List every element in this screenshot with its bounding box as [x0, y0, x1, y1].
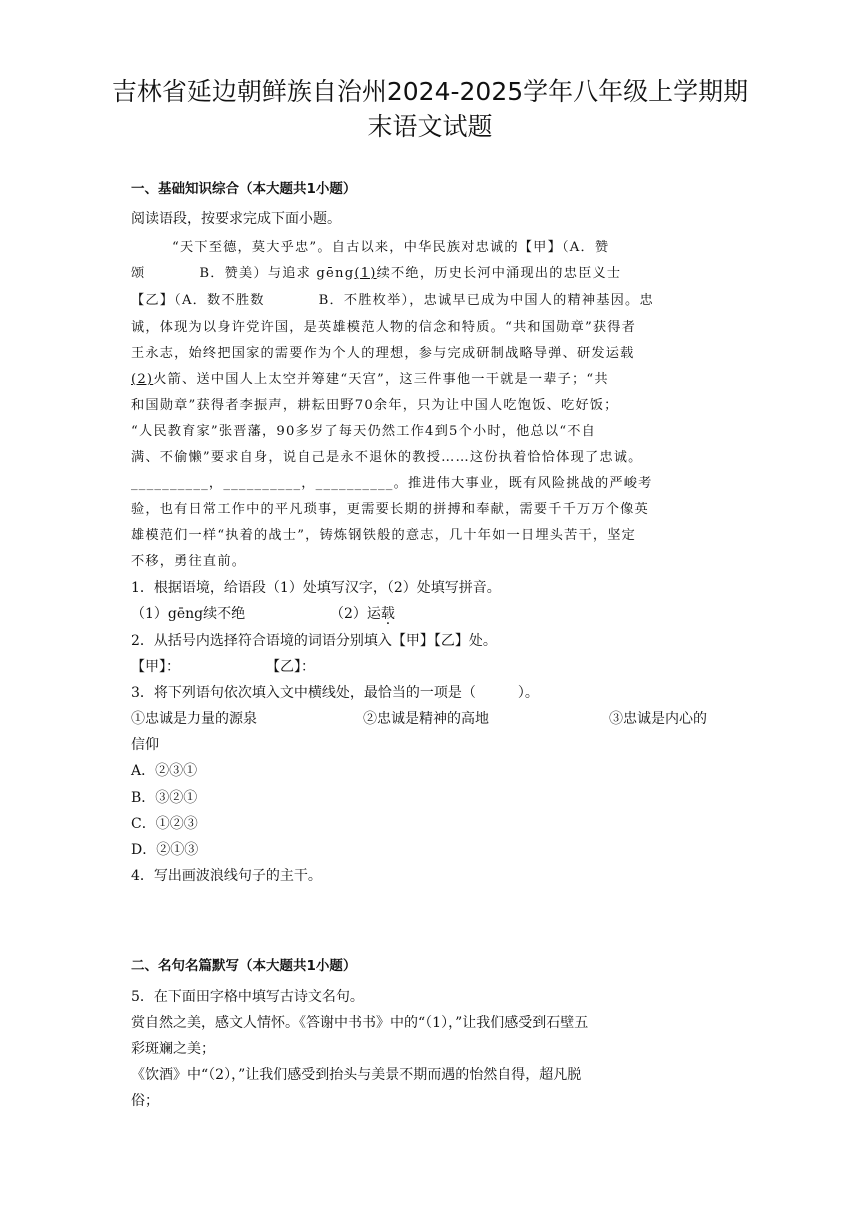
question-3-option-2: ②忠诚是精神的高地 — [363, 711, 489, 727]
question-5-line: 彩斑斓之美； — [131, 1041, 215, 1057]
question-5-line: 赏自然之美，感文人情怀。《答谢中书书》中的“（1），”让我们感受到石壁五 — [131, 1015, 589, 1031]
passage-line: “天下至德，莫大乎忠”。自古以来，中华民族对忠诚的【甲】（A．赞 — [172, 240, 610, 255]
passage-line: 满、不偷懒”要求自身，说自己是永不退休的教授……这份执着恰恰体现了忠诚。 — [131, 450, 643, 465]
passage-line: 雄模范们一样“执着的战士”，铸炼钢铁般的意志，几十年如一日埋头苦干，坚定 — [131, 528, 637, 543]
question-1-part-2: （2）运载 — [330, 606, 395, 622]
answer-yi-label: 【乙】： — [266, 659, 315, 675]
passage-line: 和国勋章”获得者李振声，耕耘田野70余年，只为让中国人吃饱饭、吃好饭； — [131, 398, 619, 413]
document-title — [100, 74, 760, 144]
passage-line: “人民教育家”张晋藩，90多岁了每天仍然工作4到5个小时，他总以“不自 — [131, 424, 597, 439]
question-4: 4．写出画波浪线句子的主干。 — [131, 868, 322, 884]
section-2-heading: 二、名句名篇默写（本大题共1小题） — [131, 958, 357, 974]
reading-intro: 阅读语段，按要求完成下面小题。 — [131, 211, 341, 227]
question-3: 3．将下列语句依次填入文中横线处，最恰当的一项是（ ）。 — [131, 685, 539, 701]
question-5-line: 俗； — [131, 1093, 159, 1109]
passage-line: __________，__________，__________。推进伟大事业，既有风险挑战的严峻考 — [131, 476, 653, 491]
question-2: 2．从括号内选择符合语境的词语分别填入【甲】【乙】处。 — [131, 633, 497, 649]
passage-line: 【乙】（A．数不胜数 B．不胜枚举），忠诚早已成为中国人的精神基因。忠 — [131, 293, 654, 308]
passage-line: (2)火箭、送中国人上太空并筹建“天宫”，这三件事他一干就是一辈子；“共 — [131, 372, 609, 387]
title-line-2: 末语文试题 — [367, 112, 493, 141]
choice-b[interactable]: B．③②① — [131, 790, 198, 806]
choice-d[interactable]: D．②①③ — [131, 842, 199, 858]
choice-a[interactable]: A．②③① — [131, 763, 198, 779]
section-1-heading: 一、基础知识综合（本大题共1小题） — [131, 181, 357, 197]
passage-line: 颂 B．赞美）与追求 gēng(1)续不绝，历史长河中涌现出的忠臣义士 — [131, 266, 622, 281]
choice-c[interactable]: C．①②③ — [131, 816, 198, 832]
question-3-option-1: ①忠诚是力量的源泉 — [131, 711, 257, 727]
title-line-1: 吉林省延边朝鲜族自治州2024-2025学年八年级上学期期 — [111, 77, 749, 106]
question-3-option-3-continued: 信仰 — [131, 737, 159, 753]
answer-jia-label: 【甲】： — [131, 659, 180, 675]
question-3-option-3: ③忠诚是内心的 — [609, 711, 707, 727]
passage-line: 验，也有日常工作中的平凡琐事，更需要长期的拼搏和奉献，需要千千万万个像英 — [131, 502, 649, 517]
passage-line: 诚，体现为以身许党许国，是英雄模范人物的信念和特质。“共和国勋章”获得者 — [131, 320, 637, 335]
passage-line: 不移，勇往直前。 — [131, 554, 247, 569]
question-5-line: 《饮酒》中“（2），”让我们感受到抬头与美景不期而遇的怡然自得，超凡脱 — [131, 1067, 582, 1083]
question-1-part-1: （1）gēng续不绝 — [131, 606, 246, 622]
passage-line: 王永志，始终把国家的需要作为个人的理想，参与完成研制战略导弹、研发运载 — [131, 346, 635, 361]
question-5: 5．在下面田字格中填写古诗文名句。 — [131, 989, 364, 1005]
question-1: 1．根据语境，给语段（1）处填写汉字，（2）处填写拼音。 — [131, 580, 501, 596]
